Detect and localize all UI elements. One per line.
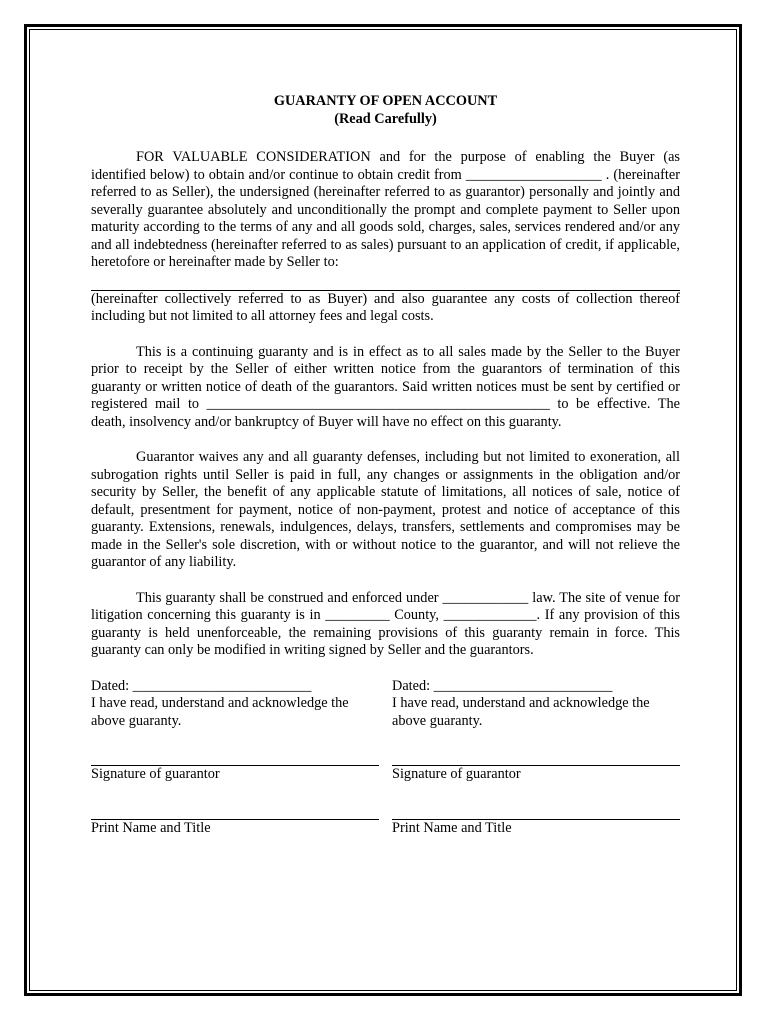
paragraph-waiver: Guarantor waives any and all guaranty defenses, including but not limited to exoneration, all subrogation rights until Seller is paid in full, any changes or assignments in the obligation and/or security by Seller, the benefit of any applicable statute of limitations, all notices of sale, notice of default, presentment for payment, notice of non-payment, protest and notice of acceptance of this guaranty. Extensions, renewals, indulgences, delays, transfers, settlements and compromises may be made in the Seller's sole discretion, with or without notice to the guarantor, and will not relieve the guarantor of any liability. <box>91 449 680 570</box>
acknowledgment-text: I have read, understand and acknowledge the above guaranty. <box>91 695 349 729</box>
paragraph-governing-law: This guaranty shall be construed and enforced under ____________ law. The site of venue for litigation concerning this guaranty is in _________ County, _____________. If any provision of this guaranty is held unenforceable, the remaining provisions of this guaranty remain in force. This guaranty can only be modified in writing signed by Seller and the guarantors. <box>91 589 680 658</box>
signature-block-right <box>392 678 680 838</box>
paragraph-continuing-guaranty: This is a continuing guaranty and is in effect as to all sales made by the Seller to the Buyer prior to receipt by the Seller of either written notice from the guarantors of termination of this guaranty or written notice of death of the guarantors. Said written notices must be sent by certified or registered mail to ________________________________________________ to be effective. The death, insolvency and/or bankruptcy of Buyer will have no effect on this guaranty. <box>91 343 680 430</box>
document-title: GUARANTY OF OPEN ACCOUNT <box>273 93 498 109</box>
signature-label: Signature of guarantor <box>91 766 220 782</box>
print-name-label: Print Name and Title <box>91 819 211 836</box>
document-body <box>91 93 680 837</box>
document-subtitle: (Read Carefully) <box>334 110 437 127</box>
acknowledgment-text: I have read, understand and acknowledge the above guaranty. <box>392 695 650 729</box>
signature-section <box>91 678 680 838</box>
paragraph-buyer-definition: (hereinafter collectively referred to as Buyer) and also guarantee any costs of collection thereof including but not limited to all attorney fees and legal costs. <box>91 290 680 324</box>
dated-line: Dated: _________________________ <box>91 677 312 694</box>
paragraph-consideration: FOR VALUABLE CONSIDERATION and for the purpose of enabling the Buyer (as identified below) to obtain and/or continue to obtain credit from ___________________ . (hereinafter referred to as Seller), the undersigned (hereinafter referred to as guarantor) personally and jointly and severally guarantee absolutely and unconditionally the prompt and complete payment to Seller upon maturity according to the terms of any and all goods sold, charges, sales, services rendered and/or any and all indebtedness (hereinafter referred to as sales) pursuant to an application of credit, if applicable, heretofore or hereinafter made by Seller to: <box>91 149 680 270</box>
dated-line: Dated: _________________________ <box>392 677 613 694</box>
signature-block-left <box>91 678 379 838</box>
print-name-label: Print Name and Title <box>392 819 512 836</box>
signature-label: Signature of guarantor <box>392 766 521 782</box>
